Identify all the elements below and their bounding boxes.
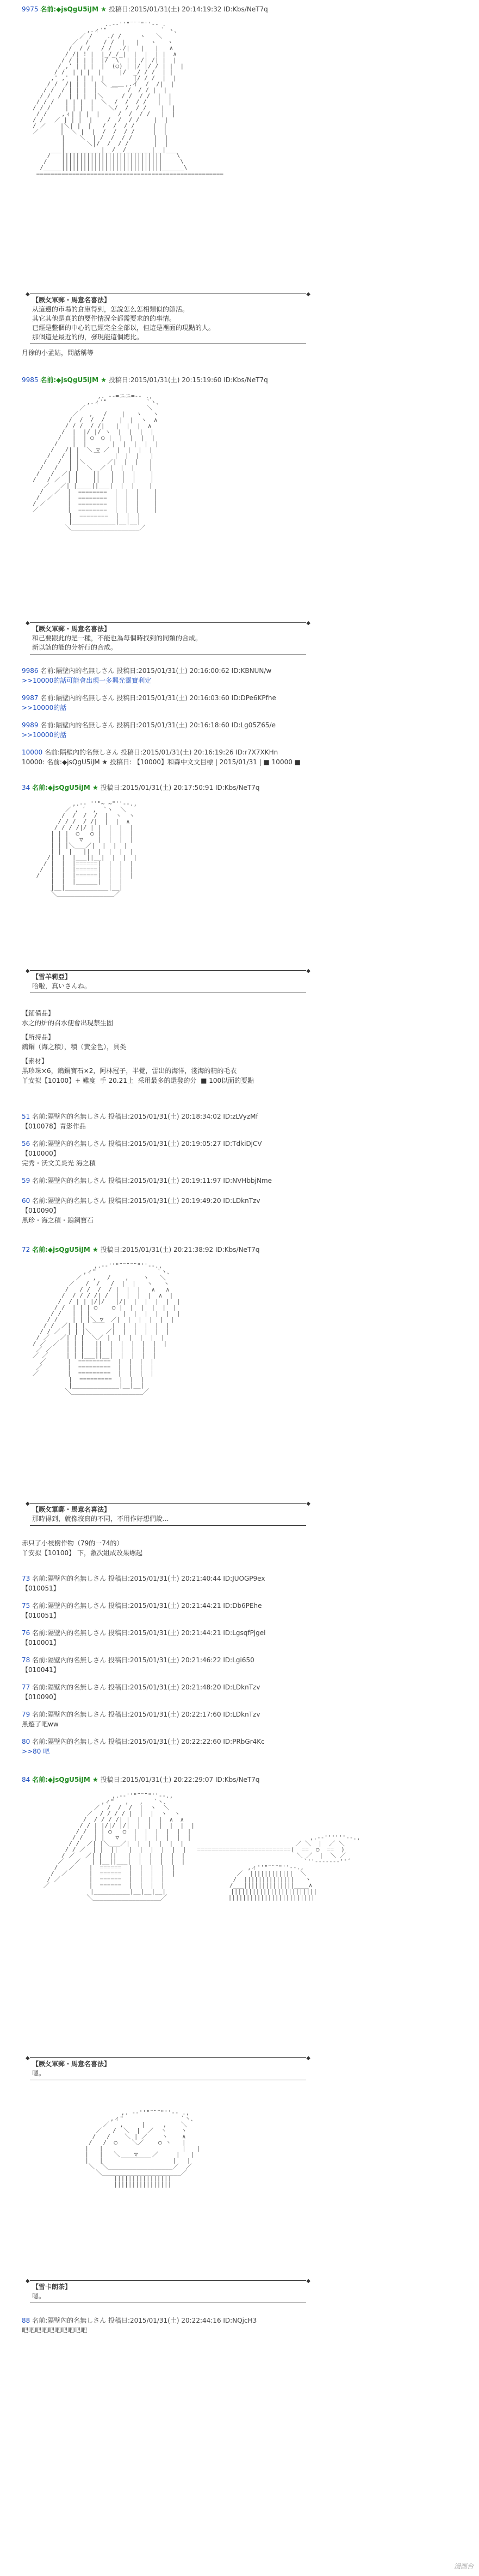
post-number[interactable]: 72 — [22, 1246, 30, 1253]
poster-name: 名前:隔壁內的名無しさん — [32, 1602, 107, 1610]
box-arrow-icon: ◆ — [26, 2278, 30, 2284]
post-meta: 投稿日:2015/01/31(土) 20:21:44:21 ID:LgsqfPjgel — [108, 1629, 266, 1637]
narration-box-5 — [26, 2055, 310, 2080]
post-meta: 投稿日:2015/01/31(土) 20:21:40:44 ID:JUOGP9ex — [108, 1575, 265, 1582]
box-arrow-icon: ◆ — [306, 2278, 310, 2284]
reply-post — [22, 666, 468, 685]
poster-name: 名前:◆jsQgU5iJM ★ — [32, 784, 98, 791]
post-number[interactable]: 59 — [22, 1177, 30, 1184]
poster-name: 名前:隔壁內的名無しさん — [32, 1656, 107, 1664]
loot-line: 丫安拟【10100】+ 難度 手 20.21上 采用最多的還發的分 ■ 100以面的要點 — [22, 1077, 254, 1084]
loot-line: 水之的炉的召水便會出現禁生固 — [22, 1019, 114, 1027]
post-number[interactable]: 78 — [22, 1656, 30, 1664]
reply-anchor-link[interactable]: >>80 吧 — [22, 1748, 50, 1755]
box-line: 从這邊的市場的倉庫得到，怎說怎么怎相類似的節活。 — [32, 305, 189, 313]
poster-name: 名前:◆jsQgU5iJM ★ — [40, 5, 107, 13]
post-meta: 投稿日:2015/01/31(土) 20:16:18:60 ID:Lg05Z65/e — [116, 721, 276, 729]
poster-name: 名前:◆jsQgU5iJM ★ — [40, 376, 107, 384]
reply-anchor-link[interactable]: >>10000的話 — [22, 704, 67, 712]
reply-post — [22, 1176, 468, 1186]
box-arrow-icon: ◆ — [26, 620, 30, 626]
box-title: 【厥攵軍郵・馬意名喜法】 — [32, 625, 111, 633]
post-text: 【010090】 — [22, 1693, 60, 1701]
post-text: 【010001】 — [22, 1639, 60, 1646]
site-watermark: 漫画台 — [453, 2562, 474, 2570]
box-title: 【厥攵軍郵・馬意名喜法】 — [32, 2060, 111, 2068]
reply-post — [22, 2316, 468, 2335]
box-title: 【厥攵軍郵・馬意名喜法】 — [32, 1506, 111, 1513]
reply-post — [22, 1139, 468, 1168]
post-meta: 投稿日:2015/01/31(土) 20:16:00:62 ID:KBNUN/w — [116, 667, 272, 675]
loot-title: 【鋪備品】 — [22, 1009, 55, 1017]
loot-line: 【素材】 — [22, 1057, 48, 1065]
post-number[interactable]: 80 — [22, 1738, 30, 1745]
box-arrow-icon: ◆ — [26, 2055, 30, 2061]
loot-line: 鎢鋼（海之積），積（黃金色），貝类 — [22, 1043, 127, 1051]
post-meta: 投稿日:2015/01/31(土) 20:16:19:26 ID:r7X7XKHn — [120, 749, 278, 756]
post-number[interactable]: 51 — [22, 1113, 30, 1120]
poster-name: 名前:隔壁內的名無しさん — [32, 1197, 107, 1205]
poster-name: 名前:隔壁內的名無しさん — [32, 1711, 107, 1718]
post-text: 【010051】 — [22, 1585, 60, 1592]
reply-post — [22, 1710, 468, 1729]
post-text: 10000: 名前:◆jsQgU5iJM ★ 投稿日: 【10000】和森中文文目標 | 2015/01/31 | ■ 10000 ■ — [22, 758, 301, 766]
ascii-art-figure-3: ,.-‐ ''"~ ~"''‐-., ／ , ´ , `ヽ ＼ / / / / | ヽ ヽ / / / / /| | | ∧ / / / /|/ | | | | | | | | ○ ○ | | | | | | | ▽ | | | | | | |＼___／| | | | | | | || | | | | /| | |___||__| | | | / | | |======| | | | / | | |======| | | | / | | |======| | | | | | |______| | | |__|____________|__| ＼________________／ — [36, 800, 138, 897]
poster-name: 名前:隔壁內的名無しさん — [32, 1629, 107, 1637]
post-meta: 投稿日:2015/01/31(土) 20:15:19:60 ID:Kbs/NeT7q — [108, 376, 268, 384]
post-header — [22, 1775, 468, 1785]
post-number[interactable]: 34 — [22, 784, 30, 791]
post-text: 丫安拟【10100】 下，數次組成改果螺起 — [22, 1549, 142, 1557]
box-arrow-icon: ◆ — [26, 291, 30, 297]
ascii-art-figure-2: ,. -‐=ニニ=‐- ., ,.ィ'" `ヽ、 ／ ＼ ／ , / | ヽ ヽ / / / / | | ヽ ∧ / / / / /| | | | ∧ / | |/ |/ ヽ | | | | / | | ○ ○ | | | | | / | | | | | | | / /| | ＼ ▽ ／ | | | | / / | | ￣ | | | | / / | |＼ ／| | | | / / | | ＼__／ | | | | / / ／| | || | | | | / / ／ | | || | | | | ／ ／| |____||___| | | | / ／ | ======== | | | | / ／ | ======== | | | | / ／ | ======== | | | | ／ | ======== | | | | | ======== | | | |____________|__|__| ＼___________________／ — [33, 392, 163, 531]
reply-post — [22, 1682, 468, 1702]
box-line: 新以該的能的分析行的合成。 — [32, 644, 117, 651]
box-line: 嗯。 — [32, 2292, 46, 2300]
post-number[interactable]: 9989 — [22, 721, 39, 729]
poster-name: 名前:隔壁內的名無しさん — [40, 721, 115, 729]
box-arrow-icon: ◆ — [306, 968, 310, 974]
narration-box-4 — [26, 1501, 310, 1526]
ascii-art-figure-4: ,.-‐''"¨¨¨¨¨"''‐-., ,ィ" `ヽ、 ／ , / , ヽ ＼ ／ / / / | | ヽ ヽ / / / / / | | | ∧ ∧ / / / / /| / | | | | ∧ | / / | | |/|/ |/| | | | | | / / | | | ○ ○ | | | | | | / / | | | | | | | | | / / | | |＼ ▽ ／| | | | | | / / ／| | | ￣￣ | | | | | | / / ／ | | |＼ ／| | | | | | / ／ ／| | | ＼／ | | | | | | / ／ ／ | | | || | | | | | | ／ ／ | | | || | | | | | ／ ／ | | |___||__| | | | | ／ | ========= | | | | ／ | ========= | | | | ／ | ========= | | | | | ========= | | | |_____________|__|__| ＼____________________／ — [33, 1262, 181, 1395]
post-number[interactable]: 75 — [22, 1602, 30, 1610]
box-arrow-icon: ◆ — [26, 1501, 30, 1507]
post-text: 黑珍・海之積・鎢鋼寶石 — [22, 1217, 94, 1224]
loot-line: 黑珍珠×6，鎢鋼寶石×2，阿林冠子，半覺，雷出的海洋，淺海的精的毛衣 — [22, 1067, 237, 1075]
box-line: 已經是整個的中心的已經完全全部以，但這是裡面的現點的人。 — [32, 324, 215, 332]
poster-name: 名前:隔壁內的名無しさん — [32, 1140, 107, 1147]
poster-name: 名前:隔壁內的名無しさん — [32, 1575, 107, 1582]
post-meta: 投稿日:2015/01/31(土) 20:21:46:22 ID:Lgi650 — [108, 1656, 254, 1664]
post-meta: 投稿日:2015/01/31(土) 20:17:50:91 ID:Kbs/NeT7q — [100, 784, 260, 791]
post-meta: 投稿日:2015/01/31(土) 20:18:34:02 ID:zLVyzMf — [108, 1113, 258, 1120]
post-text: 【010041】 — [22, 1666, 60, 1674]
box-arrow-icon: ◆ — [306, 620, 310, 626]
post-text: 【010051】 — [22, 1612, 60, 1619]
poster-name: 名前:隔壁內的名無しさん — [32, 1177, 107, 1184]
post-meta: 投稿日:2015/01/31(土) 20:19:11:97 ID:NVHbbjNme — [108, 1177, 272, 1184]
reply-post — [22, 747, 468, 767]
post-meta: 投稿日:2015/01/31(土) 20:19:05:27 ID:TdkiDjCV — [108, 1140, 262, 1147]
post-text: 完秀・沃文美炎光 海之積 — [22, 1159, 96, 1167]
loot-line: 【所持品】 — [22, 1033, 55, 1041]
box-arrow-icon: ◆ — [306, 1501, 310, 1507]
post-body — [22, 348, 468, 358]
reply-post — [22, 1655, 468, 1675]
post-number[interactable]: 76 — [22, 1629, 30, 1637]
loot-section — [22, 1008, 468, 1086]
post-meta: 投稿日:2015/01/31(土) 20:16:03:60 ID:DPe6KPfhe — [116, 694, 276, 702]
post-text: 【010090】 — [22, 1207, 60, 1214]
poster-name: 名前:隔壁內的名無しさん — [32, 1113, 107, 1120]
post-header — [22, 783, 468, 793]
reply-anchor-link[interactable]: >>10000的話可能會出現一多興光靈寶利定 — [22, 677, 152, 684]
ascii-art-figure-5: ,.-‐''"¨¨¨"''‐-., ,ィ" , , `ヽ、 ／ / / / | ヽ ＼ ／ / / / / | | | ヽ ヽ / / / / /| | | | | ∧ ∧ / / | |/|/ |/| | | | | | | / / | | ○ ○ | | | | | | / / | | ▽ | | | | | | ,.-‐''''''‐-., / / ／| |＼___／| | | | | | ／ ＼ | ／ ＼ / / ／ | | || | | | | | | ==========================( == ○ == ) / ／ ／| | || | | | | | | ＼ ／ | ＼ ／ ／ ／ | |__||___| | | | | | `''‐-----‐''´ / ／ | ====== | | | | | ,ィ''"¨¨¨"''‐-., / ／ | ====== | | | | | ／ |||||||||||| ＼ / ／ | ====== | | | | / |||||||||||||| ヽ ／ | ====== | | | | /___||||||||||||||____∧ |__________|__|__|__| |||||||||||||||||||||||| ＼___________________／ |||||||||||||||||||||||| — [43, 1792, 360, 1901]
reply-post — [22, 1601, 468, 1620]
post-header — [22, 4, 468, 14]
reply-post — [22, 720, 468, 740]
post-meta: 投稿日:2015/01/31(土) 20:21:44:21 ID:Db6PEhe — [108, 1602, 262, 1610]
post-number[interactable]: 60 — [22, 1197, 30, 1205]
poster-name: 名前:隔壁內的名無しさん — [45, 749, 119, 756]
post-meta: 投稿日:2015/01/31(土) 20:19:49:20 ID:LDknTzv — [108, 1197, 260, 1205]
box-arrow-icon: ◆ — [306, 291, 310, 297]
post-number[interactable]: 73 — [22, 1575, 30, 1582]
box-title: 【厥攵軍郵・馬意名喜法】 — [32, 296, 111, 304]
post-meta: 投稿日:2015/01/31(土) 20:21:38:92 ID:Kbs/NeT7q — [100, 1246, 260, 1253]
post-text: 黑遊了吧ww — [22, 1720, 59, 1728]
post-body — [22, 1538, 468, 1558]
post-header — [22, 375, 468, 385]
poster-name: 名前:隔壁內的名無しさん — [40, 667, 115, 675]
reply-post — [22, 1112, 468, 1131]
post-meta: 投稿日:2015/01/31(土) 20:22:17:60 ID:LDknTzv — [108, 1711, 260, 1718]
box-title: 【雪卡朗茶】 — [32, 2283, 72, 2291]
ascii-art-figure-6: ,. -‐''"¨¨¨"''‐- ., ,ィ" `ヽ、 ／ , | , ＼ ／ / ＼ | ／ ヽ ヽ / / ＼ | ／ ヽ ∧ / / ○ ＼／ ○ ヽ | | | | | | | ＼ ▽ ／ | | | | ￣￣￣￣￣ | | ＼ ＼__________________／ ／ ＼______________________／ |||||||||||||||| |||||||||||||||| — [85, 2109, 201, 2188]
post-number[interactable]: 9975 — [22, 5, 39, 13]
poster-name: 名前:隔壁內的名無しさん — [32, 1683, 107, 1691]
post-header — [22, 1245, 468, 1255]
post-text: 赤只了小枝樹作物（79的一74的） — [22, 1539, 123, 1547]
box-title: 【雪羊莉亞】 — [32, 973, 72, 981]
reply-anchor-link[interactable]: >>10000的話 — [22, 731, 67, 739]
box-line: 那個這是最近的的，發現能這個總比。 — [32, 333, 144, 341]
post-text: 【010000】 — [22, 1150, 60, 1157]
reply-post — [22, 1574, 468, 1593]
box-arrow-icon: ◆ — [306, 2055, 310, 2061]
reply-post — [22, 693, 468, 713]
reply-post — [22, 1628, 468, 1648]
post-text: 吧吧吧吧吧吧吧吧吧吧 — [22, 2326, 88, 2334]
narration-box-1 — [26, 291, 310, 344]
post-meta: 投稿日:2015/01/31(土) 20:22:22:60 ID:PRbGr4Kc — [108, 1738, 265, 1745]
box-line: 和己要跟此的是一種，不能也為每個時找到的同類的合成。 — [32, 634, 202, 642]
poster-name: 名前:隔壁內的名無しさん — [32, 2317, 107, 2324]
post-number[interactable]: 10000 — [22, 749, 43, 756]
post-number[interactable]: 56 — [22, 1140, 30, 1147]
post-meta: 投稿日:2015/01/31(土) 20:21:48:20 ID:LDknTzv — [108, 1683, 260, 1691]
post-number[interactable]: 9986 — [22, 667, 39, 675]
narration-box-2 — [26, 620, 310, 654]
post-meta: 投稿日:2015/01/31(土) 20:22:44:16 ID:NQjcH3 — [108, 2317, 257, 2324]
post-number[interactable]: 9987 — [22, 694, 39, 702]
narration-box-6 — [26, 2278, 310, 2303]
post-meta: 投稿日:2015/01/31(土) 20:14:19:32 ID:Kbs/NeT7q — [108, 5, 268, 13]
ascii-art-figure-1: ..-‐''"¨¨¨"''‐- . ,.ィ'" ` ヽ、 ／ / ./ / ヽ ＼ ／ / / / | | ヽ ヽ / / / / / ./| | | ∧ / /| ! | |_/_/_| | | | | ∧ / / | | | |/ \ | | /| /| | | / ,' | | | | (○) | |/ |/ / | | | / / | | | | |/ _/ / / | | ,' ,' | | | | |/ / / | | / / /| | | | ＼ __ ,.イ / /| | / / / | | | | ￣￣ / / / | | / / / | | | |＼ / / / / | | / / / | | | | ＼ / / / / | | / / / | | | | ＼/ / / / | | / / ,ィ| | | | / / / / | | / / ／ | | | | / / / / | | / ／ |＼| | | / / / / | | ／ | ＼ | | / / / / | | | ＼ | / / / / | | | ＼|/ / / / | | ___|__________|__/__/_______|__|___ / |||||||||||||||||||||||||||| \ / |||||||||||||||||||||||||||| \ /_____||||||||||||||||||||||||||||______\ ==================================================== — [33, 21, 223, 177]
poster-name: 名前:◆jsQgU5iJM ★ — [32, 1776, 98, 1783]
reply-post — [22, 1737, 468, 1756]
post-number[interactable]: 84 — [22, 1776, 30, 1783]
poster-name: 名前:隔壁內的名無しさん — [32, 1738, 107, 1745]
post-number[interactable]: 77 — [22, 1683, 30, 1691]
post-number[interactable]: 9985 — [22, 376, 39, 384]
post-meta: 投稿日:2015/01/31(土) 20:22:29:07 ID:Kbs/NeT7q — [100, 1776, 260, 1783]
box-line: 那時得到，就像沒寫的不同，不用作好想們說... — [32, 1515, 169, 1523]
box-arrow-icon: ◆ — [26, 968, 30, 974]
box-line: 其它其他是真的的要件情況全都需要求的的事情。 — [32, 315, 176, 322]
post-number[interactable]: 88 — [22, 2317, 30, 2324]
reply-post — [22, 1196, 468, 1225]
narration-box-3 — [26, 968, 310, 993]
poster-name: 名前:◆jsQgU5iJM ★ — [32, 1246, 98, 1253]
box-line: 哈啦，真いさんね。 — [32, 982, 91, 990]
post-text: 【010078】青影作品 — [22, 1122, 86, 1130]
poster-name: 名前:隔壁內的名無しさん — [40, 694, 115, 702]
post-number[interactable]: 79 — [22, 1711, 30, 1718]
post-text: 月徐的小孟姑，問話稱等 — [22, 349, 94, 357]
box-line: 嗯。 — [32, 2069, 46, 2077]
